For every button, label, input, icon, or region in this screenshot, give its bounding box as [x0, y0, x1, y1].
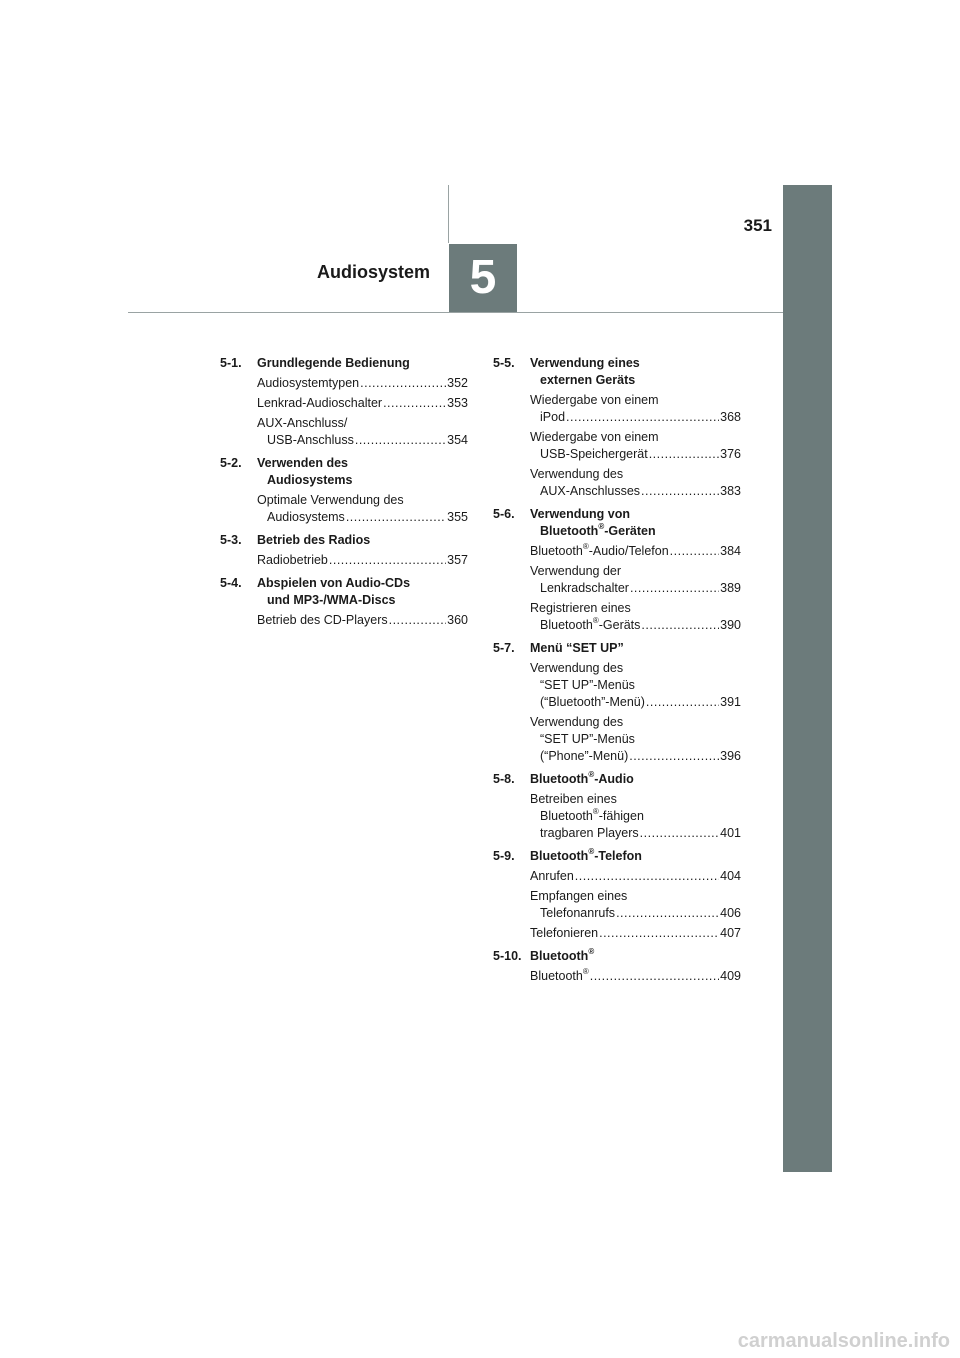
toc-page-number: 390	[720, 618, 741, 632]
toc-entry-text: Anrufen	[530, 869, 574, 883]
toc-entry-text: Bluetooth®-Audio/Telefon	[530, 542, 669, 558]
toc-leader-dots	[646, 694, 719, 711]
toc-section-title: Verwenden des	[257, 456, 349, 470]
toc-page-number: 404	[720, 869, 741, 883]
toc-entry-text: Bluetooth®-Geräts	[540, 616, 641, 632]
toc-section-heading	[493, 640, 741, 657]
chapter-title: Audiosystem	[316, 262, 430, 282]
toc-entry[interactable]	[493, 925, 741, 942]
toc-page-number: 396	[720, 749, 741, 763]
toc-page-number: 406	[720, 906, 741, 920]
toc-leader-dots	[670, 543, 719, 560]
toc-leader-dots	[346, 509, 446, 526]
toc-entry-text: tragbaren Players	[540, 826, 639, 840]
toc-section-heading	[493, 848, 741, 865]
toc-entry[interactable]	[493, 543, 741, 560]
header-horizontal-divider	[128, 312, 783, 313]
toc-entry[interactable]	[220, 395, 468, 412]
toc-section-heading	[493, 771, 741, 788]
toc-leader-dots	[575, 868, 719, 885]
toc-section-title: Grundlegende Bedienung	[257, 356, 410, 370]
toc-entry-text: USB-Speichergerät	[540, 447, 648, 461]
toc-entry-text: AUX-Anschlusses	[540, 484, 641, 498]
toc-entry-text: Wiedergabe von einem	[530, 393, 659, 407]
chapter-sidebar-tab	[783, 185, 832, 1172]
toc-leader-dots	[360, 375, 446, 392]
toc-entry-text: Telefonanrufs	[540, 906, 616, 920]
toc-leader-dots	[616, 905, 719, 922]
toc-leader-dots	[355, 432, 446, 449]
toc-page-number: 360	[447, 613, 468, 627]
watermark: carmanualsonline.info	[737, 1330, 950, 1352]
toc-page-number: 383	[720, 484, 741, 498]
toc-section-heading	[220, 355, 468, 372]
toc-page-number: 389	[720, 581, 741, 595]
toc-leader-dots	[383, 395, 446, 412]
toc-page-number: 376	[720, 447, 741, 461]
toc-section-heading	[220, 575, 468, 609]
toc-section-number: 5-5.	[493, 356, 515, 370]
toc-section-title: Abspielen von Audio-CDs	[257, 576, 411, 590]
toc-page-number: 353	[447, 396, 468, 410]
toc-leader-dots	[641, 617, 719, 634]
toc-section-heading	[493, 506, 741, 540]
toc-page-number: 391	[720, 695, 741, 709]
toc-entry[interactable]	[493, 714, 741, 765]
chapter-number-box: 5	[449, 244, 517, 312]
toc-entry-text: Telefonieren	[530, 926, 599, 940]
toc-section-number: 5-3.	[220, 533, 242, 547]
toc-section-number: 5-8.	[493, 772, 515, 786]
toc-section-title: Bluetooth®-Telefon	[530, 847, 642, 863]
toc-page-number: 352	[447, 376, 468, 390]
toc-section-heading	[220, 455, 468, 489]
toc-entry-text: (“Phone”-Menü)	[540, 749, 629, 763]
toc-entry-text: “SET UP”-Menüs	[540, 732, 635, 746]
toc-section-number: 5-6.	[493, 507, 515, 521]
toc-entry-text: Audiosystemtypen	[257, 376, 360, 390]
toc-section-number: 5-10.	[493, 949, 522, 963]
toc-entry-text: USB-Anschluss	[267, 433, 354, 447]
toc-section-title: Bluetooth®-Geräten	[540, 522, 656, 538]
toc-entry-text: Empfangen eines	[530, 889, 628, 903]
toc-section-number: 5-7.	[493, 641, 515, 655]
toc-leader-dots	[590, 968, 719, 985]
toc-section-number: 5-4.	[220, 576, 242, 590]
toc-page-number: 354	[447, 433, 468, 447]
toc-page-number: 384	[720, 544, 741, 558]
toc-entry[interactable]	[493, 868, 741, 885]
toc-section-heading	[493, 948, 741, 965]
toc-entry-text: Bluetooth®-fähigen	[540, 807, 644, 823]
toc-entry[interactable]	[493, 600, 741, 634]
toc-entry-text: Verwendung der	[530, 564, 622, 578]
toc-section-heading	[493, 355, 741, 389]
toc-section-title: Betrieb des Radios	[257, 533, 371, 547]
toc-entry-text: (“Bluetooth”-Menü)	[540, 695, 645, 709]
toc-page-number: 409	[720, 969, 741, 983]
toc-page-number: 368	[720, 410, 741, 424]
toc-section-title: Menü “SET UP”	[530, 641, 624, 655]
toc-section-title: Audiosystems	[267, 473, 353, 487]
toc-leader-dots	[640, 825, 719, 842]
toc-section-title: externen Geräts	[540, 373, 636, 387]
toc-entry[interactable]	[493, 392, 741, 426]
toc-leader-dots	[389, 612, 447, 629]
toc-entry-text: iPod	[540, 410, 566, 424]
toc-entry-text: Optimale Verwendung des	[257, 493, 404, 507]
toc-entry-text: Verwendung des	[530, 715, 624, 729]
toc-page-number: 407	[720, 926, 741, 940]
toc-entry[interactable]	[220, 552, 468, 569]
toc-entry-text: AUX-Anschluss/	[257, 416, 348, 430]
header-vertical-divider	[448, 185, 449, 243]
toc-entry[interactable]	[493, 563, 741, 597]
toc-entry-text: Wiedergabe von einem	[530, 430, 659, 444]
toc-section-title: und MP3-/WMA-Discs	[267, 593, 396, 607]
toc-leader-dots	[599, 925, 719, 942]
toc-leader-dots	[566, 409, 719, 426]
toc-page-number: 401	[720, 826, 741, 840]
toc-section-title: Verwendung eines	[530, 356, 640, 370]
toc-entry-text: Registrieren eines	[530, 601, 631, 615]
toc-section-number: 5-2.	[220, 456, 242, 470]
toc-leader-dots	[630, 580, 719, 597]
toc-leader-dots	[641, 483, 719, 500]
toc-entry-text: Lenkrad-Audioschalter	[257, 396, 383, 410]
toc-entry[interactable]	[220, 612, 468, 629]
toc-entry[interactable]	[493, 888, 741, 922]
toc-leader-dots	[649, 446, 719, 463]
toc-section-number: 5-1.	[220, 356, 242, 370]
toc-leader-dots	[629, 748, 719, 765]
toc-entry-text: Betrieb des CD-Players	[257, 613, 388, 627]
toc-section-number: 5-9.	[493, 849, 515, 863]
toc-entry-text: Betreiben eines	[530, 792, 617, 806]
toc-entry-text: Audiosystems	[267, 510, 345, 524]
toc-column-left	[220, 355, 468, 629]
toc-entry[interactable]	[220, 492, 468, 526]
toc-leader-dots	[329, 552, 446, 569]
toc-section-title: Bluetooth®-Audio	[530, 770, 634, 786]
toc-page-number: 357	[447, 553, 468, 567]
toc-entry-text: Bluetooth®	[530, 967, 589, 983]
toc-section-heading	[220, 532, 468, 549]
toc-entry-text: “SET UP”-Menüs	[540, 678, 635, 692]
toc-section-title: Bluetooth®	[530, 947, 595, 963]
toc-section-title: Verwendung von	[530, 507, 631, 521]
toc-entry[interactable]	[493, 429, 741, 463]
toc-entry-text: Verwendung des	[530, 467, 624, 481]
toc-entry[interactable]	[493, 466, 741, 500]
page-number: 351	[743, 216, 772, 235]
toc-page-number: 355	[447, 510, 468, 524]
toc-entry[interactable]	[493, 791, 741, 842]
toc-entry[interactable]	[220, 415, 468, 449]
toc-column-right	[493, 355, 741, 985]
toc-entry-text: Lenkradschalter	[540, 581, 629, 595]
toc-entry[interactable]	[493, 968, 741, 985]
toc-entry[interactable]	[220, 375, 468, 392]
toc-entry[interactable]	[493, 660, 741, 711]
toc-entry-text: Verwendung des	[530, 661, 624, 675]
toc-entry-text: Radiobetrieb	[257, 553, 328, 567]
